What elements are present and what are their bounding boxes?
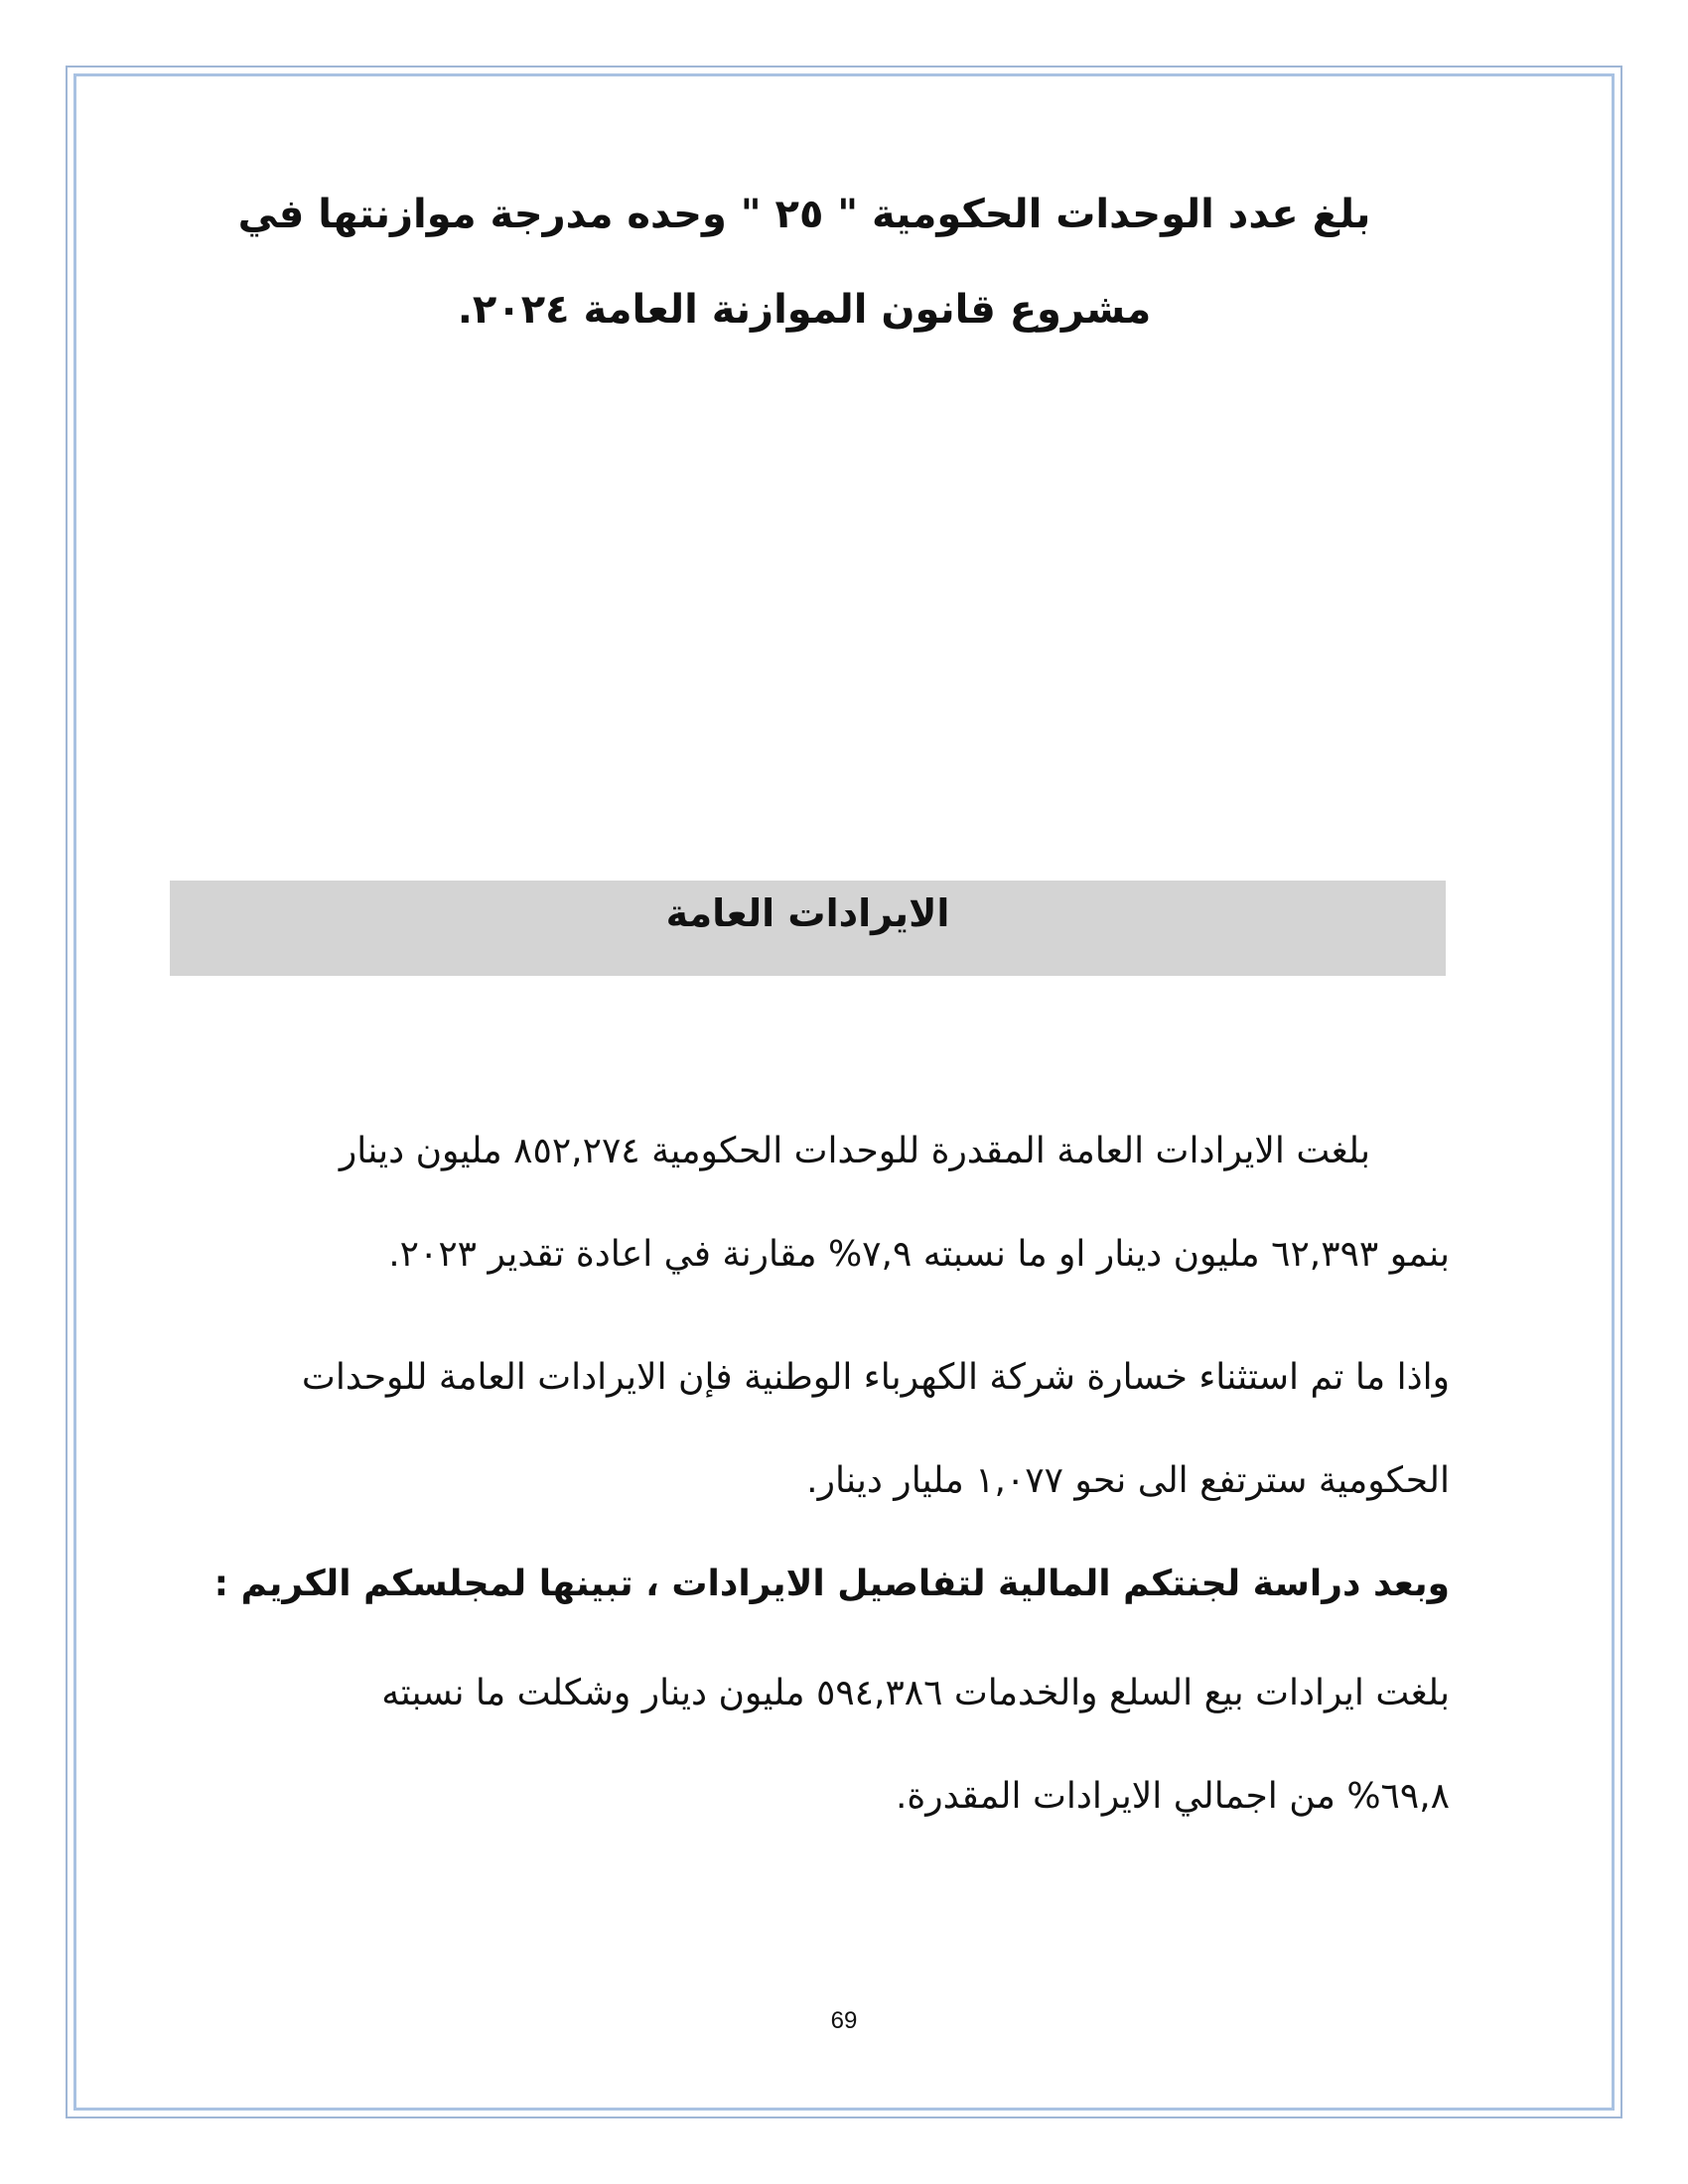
section-title: الايرادات العامة [665, 891, 950, 935]
paragraph-committee-statement [169, 1533, 1450, 1636]
paragraph-revenue-total [169, 1100, 1450, 1306]
paragraph-electricity-exclusion [169, 1326, 1450, 1533]
paragraph-line: واذا ما تم استثناء خسارة شركة الكهرباء الوطنية فإن الايرادات العامة للوحدات [301, 1357, 1450, 1398]
paragraph-line: الحكومية سترتفع الى نحو ١,٠٧٧ مليار دينار. [806, 1460, 1450, 1501]
paragraph-line: بنمو ٦٢,٣٩٣ مليون دينار او ما نسبته ٧,٩% مقارنة في اعادة تقدير ٢٠٢٣. [388, 1234, 1450, 1275]
heading-line-2: مشروع قانون الموازنة العامة ٢٠٢٤. [457, 287, 1152, 333]
paragraph-line: ٦٩,٨% من اجمالي الايرادات المقدرة. [895, 1776, 1450, 1817]
paragraph-line: بلغت الايرادات العامة المقدرة للوحدات الحكومية ٨٥٢,٢٧٤ مليون دينار [339, 1131, 1370, 1171]
page-number: 69 [830, 2007, 858, 2034]
paragraph-goods-services [169, 1642, 1450, 1848]
paragraph-line: بلغت ايرادات بيع السلع والخدمات ٥٩٤,٣٨٦ مليون دينار وشكلت ما نسبته [381, 1673, 1450, 1713]
paragraph-line: وبعد دراسة لجنتكم المالية لتفاصيل الايرادات ، تبينها لمجلسكم الكريم : [213, 1564, 1450, 1604]
heading-line-1: بلغ عدد الوحدات الحكومية " ٢٥ " وحده مدرجة موازنتها في [237, 192, 1371, 237]
page-heading [228, 167, 1380, 357]
